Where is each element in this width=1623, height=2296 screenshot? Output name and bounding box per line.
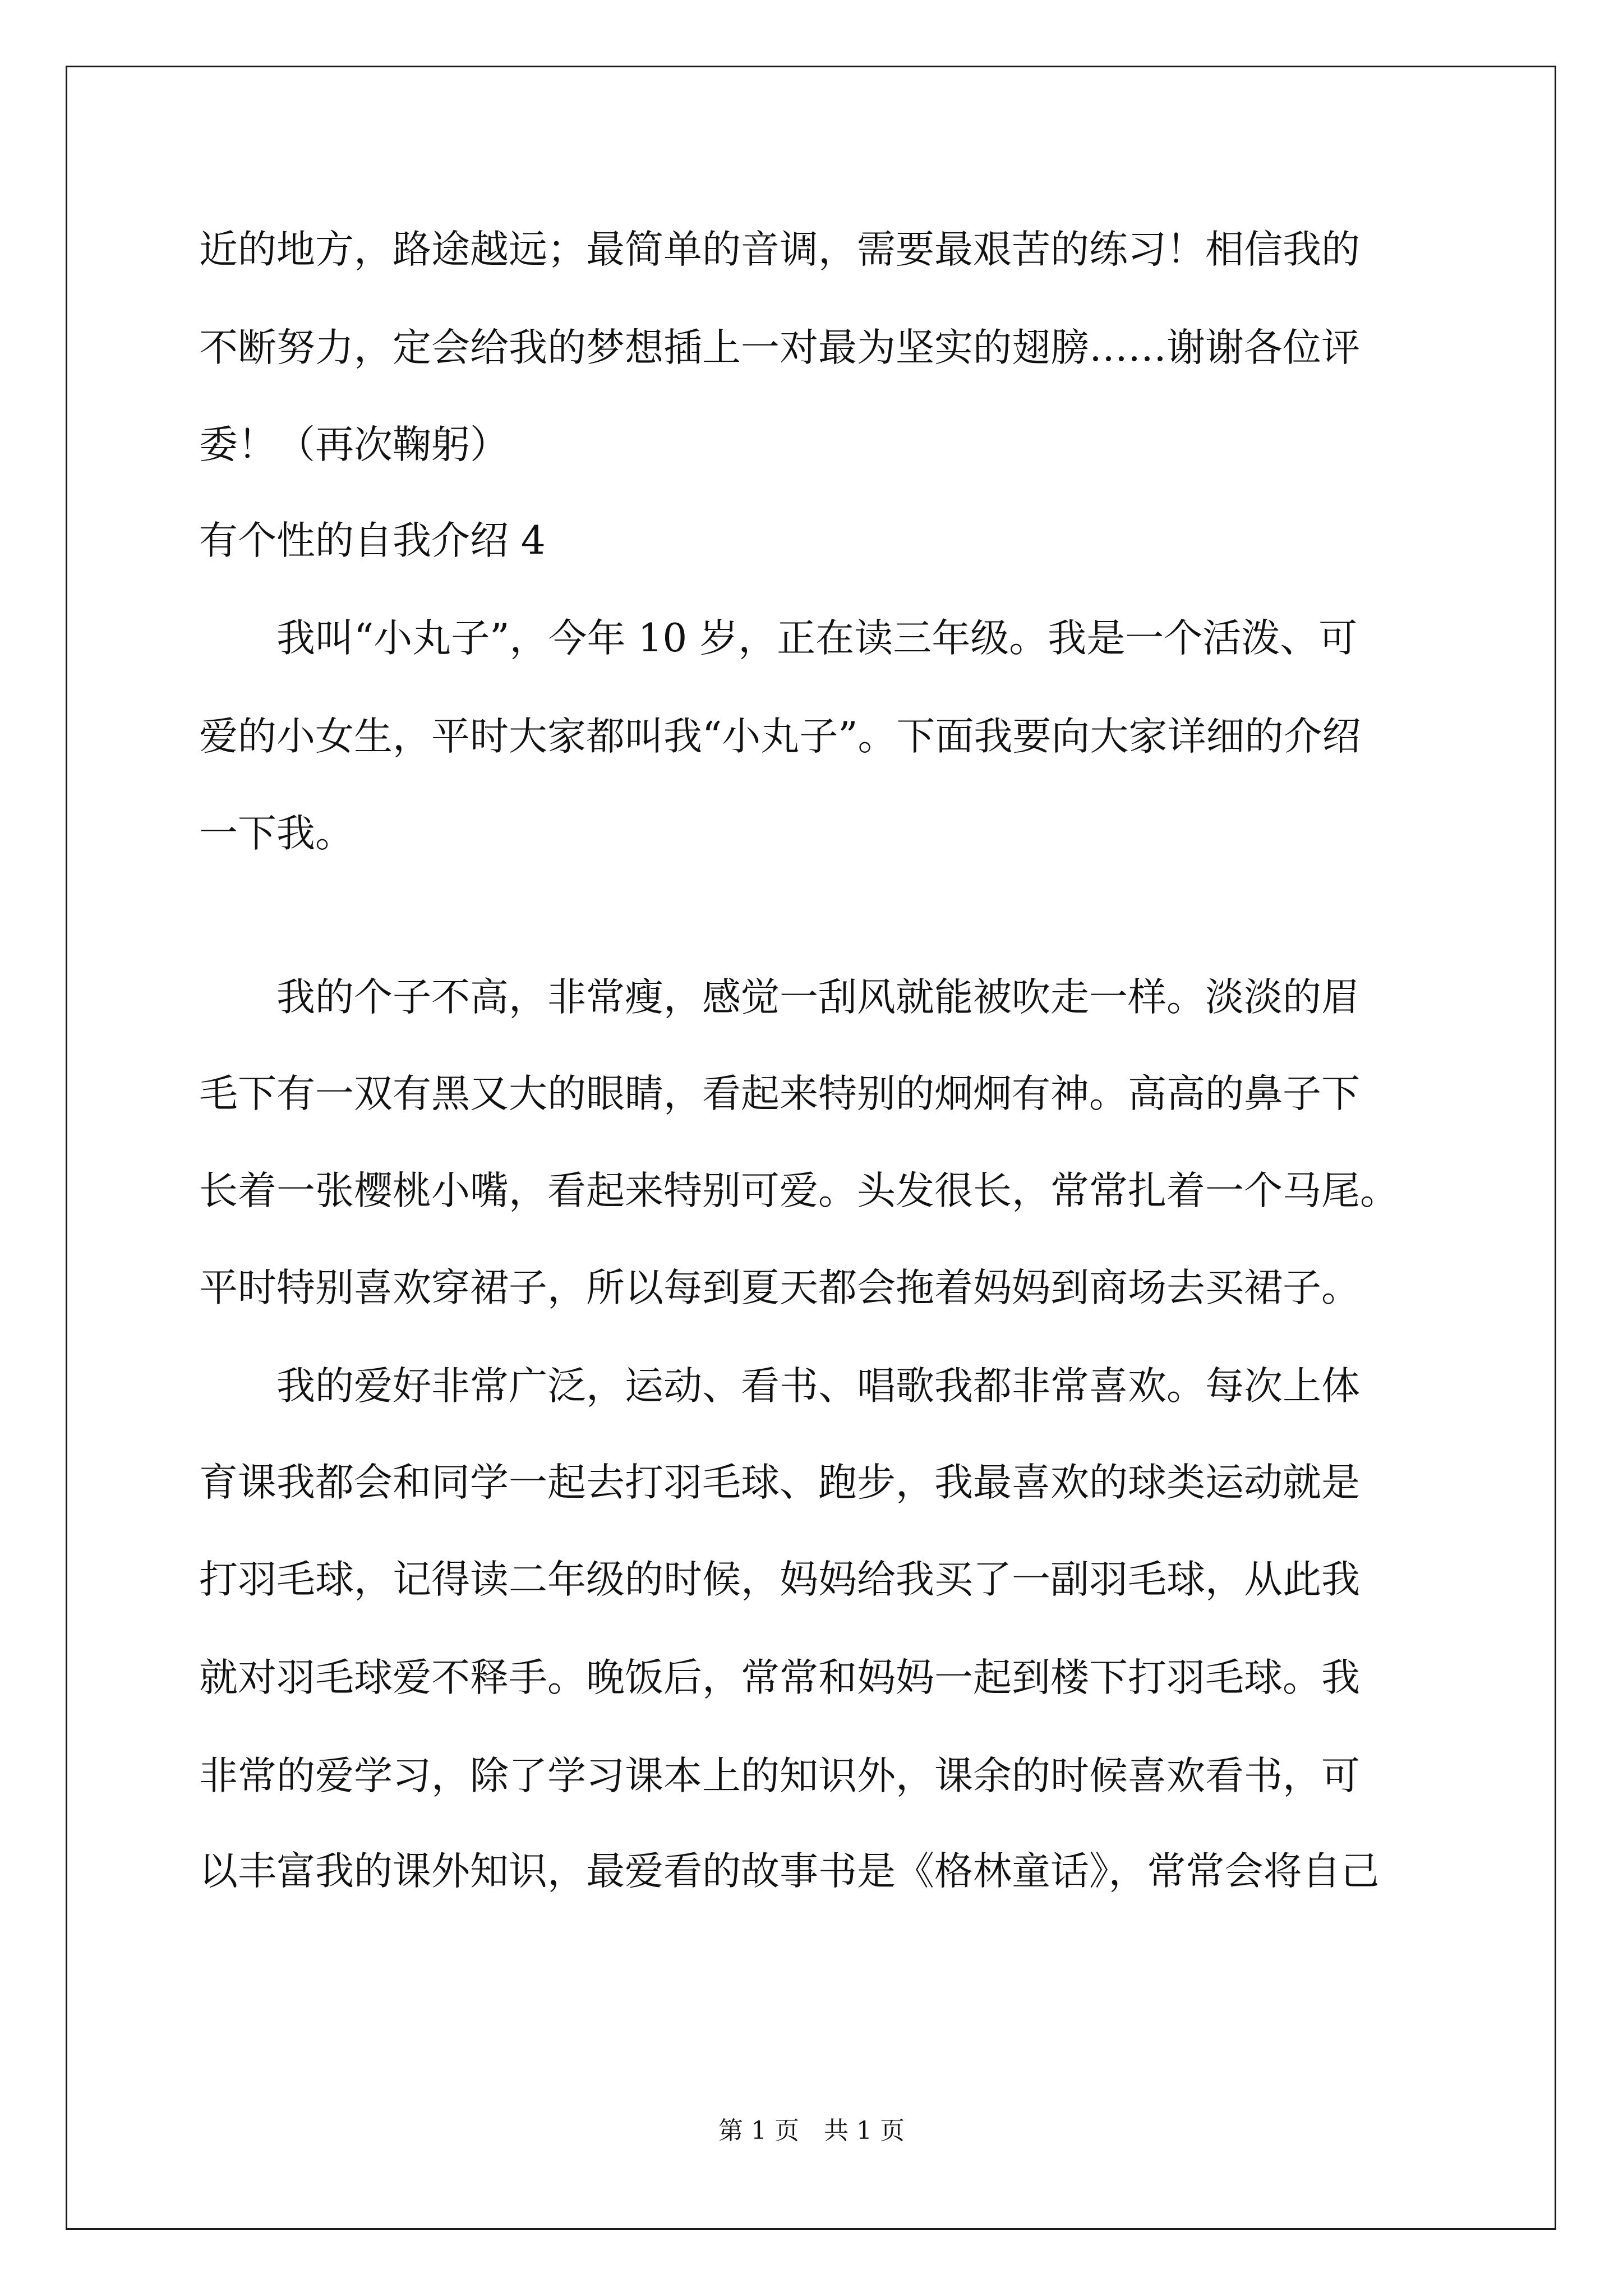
text-line: 一下我。 bbox=[199, 811, 354, 856]
page-border bbox=[66, 66, 1556, 2230]
text-line: 育课我都会和同学一起去打羽毛球、跑步，我最喜欢的球类运动就是 bbox=[199, 1460, 1360, 1505]
text-line: 就对羽毛球爱不释手。晚饭后，常常和妈妈一起到楼下打羽毛球。我 bbox=[199, 1655, 1360, 1700]
text-line: 毛下有一双有黑又大的眼睛，看起来特别的炯炯有神。高高的鼻子下 bbox=[199, 1071, 1360, 1116]
text-line: 打羽毛球，记得读二年级的时候，妈妈给我买了一副羽毛球，从此我 bbox=[199, 1557, 1360, 1602]
page-number: 第 1 页 共 1 页 bbox=[718, 2116, 905, 2145]
text-line: 我的爱好非常广泛，运动、看书、唱歌我都非常喜欢。每次上体 bbox=[199, 1364, 1360, 1409]
text-line: 爱的小女生，平时大家都叫我“小丸子”。下面我要向大家详细的介绍 bbox=[199, 714, 1361, 759]
text-line: 我的个子不高，非常瘦，感觉一刮风就能被吹走一样。淡淡的眉 bbox=[199, 975, 1360, 1020]
text-line: 委！（再次鞠躬） bbox=[199, 422, 509, 467]
text-line: 不断努力，定会给我的梦想插上一对最为坚实的翅膀……谢谢各位评 bbox=[199, 325, 1360, 370]
text-line: 非常的爱学习，除了学习课本上的知识外，课余的时候喜欢看书，可 bbox=[199, 1754, 1360, 1798]
text-line: 平时特别喜欢穿裙子，所以每到夏天都会拖着妈妈到商场去买裙子。 bbox=[199, 1266, 1360, 1310]
text-line: 以丰富我的课外知识，最爱看的故事书是《格林童话》，常常会将自己 bbox=[199, 1849, 1380, 1894]
section-heading: 有个性的自我介绍 4 bbox=[199, 518, 546, 563]
text-line: 长着一张樱桃小嘴，看起来特别可爱。头发很长，常常扎着一个马尾。 bbox=[199, 1168, 1399, 1213]
text-line: 近的地方，路途越远；最简单的音调，需要最艰苦的练习！相信我的 bbox=[199, 227, 1360, 272]
text-line: 我叫“小丸子”，今年 10 岁，正在读三年级。我是一个活泼、可 bbox=[199, 616, 1358, 661]
